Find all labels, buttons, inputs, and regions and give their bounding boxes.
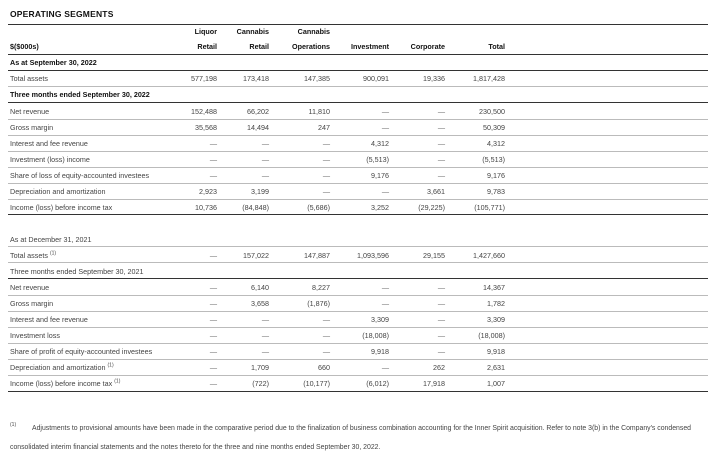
cell-value: — (209, 379, 217, 388)
row-rule (8, 359, 708, 360)
col-header-cannabis-retail: Retail (249, 42, 269, 51)
cell-value: — (437, 123, 445, 132)
row-label: Net revenue (10, 107, 50, 116)
row-label: Share of loss of equity-accounted investees (10, 171, 150, 180)
cell-value: — (261, 139, 269, 148)
col-header-top-1: Cannabis (236, 27, 269, 36)
row-label: Interest and fee revenue (10, 139, 88, 148)
row-rule (8, 199, 708, 200)
row-label: Total assets $^{(1)}$ (10, 250, 57, 260)
cell-value: — (437, 107, 445, 116)
cell-value: 8,227 (312, 283, 330, 292)
cell-value: 900,091 (363, 74, 389, 83)
col-header-cannabis-operations: Operations (292, 42, 330, 51)
cell-value: — (381, 283, 389, 292)
cell-value: 9,176 (487, 171, 505, 180)
cell-value: 4,312 (371, 139, 389, 148)
row-label: Income (loss) before income tax (10, 203, 113, 212)
cell-value: — (437, 171, 445, 180)
cell-value: — (322, 155, 330, 164)
cell-value: — (437, 331, 445, 340)
col-header-corporate: Corporate (410, 42, 445, 51)
col-header-total: Total (488, 42, 505, 51)
row-rule (8, 151, 708, 152)
section1-heading: As at September 30, 2022 (10, 58, 97, 67)
top-rule (8, 24, 708, 25)
cell-value: — (322, 331, 330, 340)
cell-value: (18,008) (362, 331, 389, 340)
cell-value: — (209, 315, 217, 324)
table-title: OPERATING SEGMENTS (10, 9, 114, 19)
col-header-liquor-retail: Retail (197, 42, 217, 51)
table-bottom-rule (8, 391, 708, 392)
col-header-top-2: Cannabis (297, 27, 330, 36)
cell-value: — (209, 171, 217, 180)
footnote-text: Adjustments to provisional amounts have been made in the comparative period due to the finalization of business combination accounting for the Inner Spirit acquisition. Refer to note 3(b) in the Company's condensed consolidated interim financial statements and the notes thereto for the three and nine months ended September 30, 2022. (10, 425, 691, 451)
cell-value: — (209, 299, 217, 308)
row-rule (8, 183, 708, 184)
cell-value: — (209, 347, 217, 356)
cell-value: 152,488 (191, 107, 217, 116)
cell-value: 3,661 (427, 187, 445, 196)
cell-value: 3,252 (371, 203, 389, 212)
period-rule (8, 102, 708, 103)
cell-value: — (261, 171, 269, 180)
cell-value: 2,923 (199, 187, 217, 196)
cell-value: 11,810 (308, 107, 330, 116)
cell-value: — (381, 363, 389, 372)
cell-value: — (322, 347, 330, 356)
cell-value: — (437, 347, 445, 356)
row-rule (8, 311, 708, 312)
cell-value: — (322, 139, 330, 148)
row-label: Total assets (10, 74, 48, 83)
row-label: Gross margin (10, 299, 54, 308)
row-label: Depreciation and amortization $^{(1)}$ (10, 362, 114, 372)
cell-value: — (209, 139, 217, 148)
footnote (10, 419, 702, 457)
cell-value: 3,309 (487, 315, 505, 324)
row-label: Investment loss (10, 331, 60, 340)
cell-value: — (437, 283, 445, 292)
cell-value: — (437, 299, 445, 308)
cell-value: — (381, 107, 389, 116)
cell-value: — (437, 139, 445, 148)
cell-value: 3,309 (371, 315, 389, 324)
cell-value: 50,309 (483, 123, 505, 132)
header-rule (8, 54, 708, 55)
col-header-top-0: Liquor (194, 27, 217, 36)
cell-value: — (209, 251, 217, 260)
cell-value: (5,686) (307, 203, 330, 212)
cell-value: 247 (318, 123, 330, 132)
cell-value: — (381, 187, 389, 196)
cell-value: (722) (252, 379, 269, 388)
cell-value: 2,631 (487, 363, 505, 372)
cell-value: 1,007 (487, 379, 505, 388)
cell-value: (1,876) (307, 299, 330, 308)
cell-value: 66,202 (247, 107, 269, 116)
footnote-marker: (1) (49, 250, 57, 257)
cell-value: 14,367 (483, 283, 505, 292)
footnote-mark: (1) (10, 422, 17, 428)
row-rule (8, 295, 708, 296)
cell-value: 1,709 (251, 363, 269, 372)
cell-value: — (209, 331, 217, 340)
cell-value: — (381, 299, 389, 308)
cell-value: 1,817,428 (473, 74, 505, 83)
cell-value: 1,093,596 (357, 251, 389, 260)
cell-value: 9,176 (371, 171, 389, 180)
row-rule (8, 375, 708, 376)
cell-value: — (261, 315, 269, 324)
cell-value: 35,568 (195, 123, 217, 132)
section1-period-heading: Three months ended September 30, 2022 (10, 90, 150, 99)
period-rule (8, 278, 708, 279)
cell-value: 3,199 (251, 187, 269, 196)
cell-value: 262 (433, 363, 445, 372)
row-rule (8, 262, 708, 263)
section1-rule (8, 70, 708, 71)
section2-period-heading: Three months ended September 30, 2021 (10, 267, 144, 276)
section2-rule (8, 246, 708, 247)
row-rule (8, 86, 708, 87)
cell-value: 6,140 (251, 283, 269, 292)
cell-value: 1,782 (487, 299, 505, 308)
cell-value: — (322, 187, 330, 196)
cell-value: — (437, 315, 445, 324)
cell-value: 9,918 (487, 347, 505, 356)
cell-value: 14,494 (247, 123, 269, 132)
cell-value: — (209, 155, 217, 164)
cell-value: 660 (318, 363, 330, 372)
section1-bottom-rule (8, 214, 708, 215)
cell-value: 230,500 (479, 107, 505, 116)
cell-value: (84,848) (242, 203, 269, 212)
row-label: Depreciation and amortization (10, 187, 106, 196)
cell-value: 1,427,660 (473, 251, 505, 260)
cell-value: (29,225) (418, 203, 445, 212)
cell-value: (10,177) (303, 379, 330, 388)
footnote-marker: (1) (107, 362, 114, 369)
row-label: Investment (loss) income (10, 155, 90, 164)
cell-value: 4,312 (487, 139, 505, 148)
cell-value: 173,418 (243, 74, 269, 83)
row-label: Gross margin (10, 123, 54, 132)
cell-value: (105,771) (474, 203, 505, 212)
cell-value: (6,012) (366, 379, 389, 388)
cell-value: — (437, 155, 445, 164)
cell-value: — (261, 331, 269, 340)
cell-value: 17,918 (423, 379, 445, 388)
cell-value: (18,008) (478, 331, 505, 340)
row-rule (8, 343, 708, 344)
cell-value: — (209, 283, 217, 292)
cell-value: — (209, 363, 217, 372)
cell-value: — (261, 155, 269, 164)
cell-value: 577,198 (191, 74, 217, 83)
row-label: Net revenue (10, 283, 50, 292)
col-header-investment: Investment (351, 42, 389, 51)
cell-value: — (322, 315, 330, 324)
cell-value: 3,658 (251, 299, 269, 308)
row-rule (8, 135, 708, 136)
cell-value: 10,736 (195, 203, 217, 212)
cell-value: 9,783 (487, 187, 505, 196)
section2-heading: As at December 31, 2021 (10, 235, 92, 244)
cell-value: 147,887 (304, 251, 330, 260)
cell-value: 9,918 (371, 347, 389, 356)
cell-value: 29,155 (423, 251, 445, 260)
cell-value: (5,513) (482, 155, 505, 164)
cell-value: — (322, 171, 330, 180)
cell-value: 19,336 (423, 74, 445, 83)
row-rule (8, 119, 708, 120)
cell-value: 157,022 (243, 251, 269, 260)
row-rule (8, 327, 708, 328)
cell-value: (5,513) (366, 155, 389, 164)
row-rule (8, 167, 708, 168)
row-label: Share of profit of equity-accounted investees (10, 347, 153, 356)
cell-value: — (381, 123, 389, 132)
row-label: Income (loss) before income tax $^{(1)}$ (10, 378, 121, 388)
unit-label: $($000s) (10, 42, 39, 51)
footnote-marker: (1) (114, 378, 121, 385)
row-label: Interest and fee revenue (10, 315, 88, 324)
cell-value: — (261, 347, 269, 356)
cell-value: 147,385 (304, 74, 330, 83)
